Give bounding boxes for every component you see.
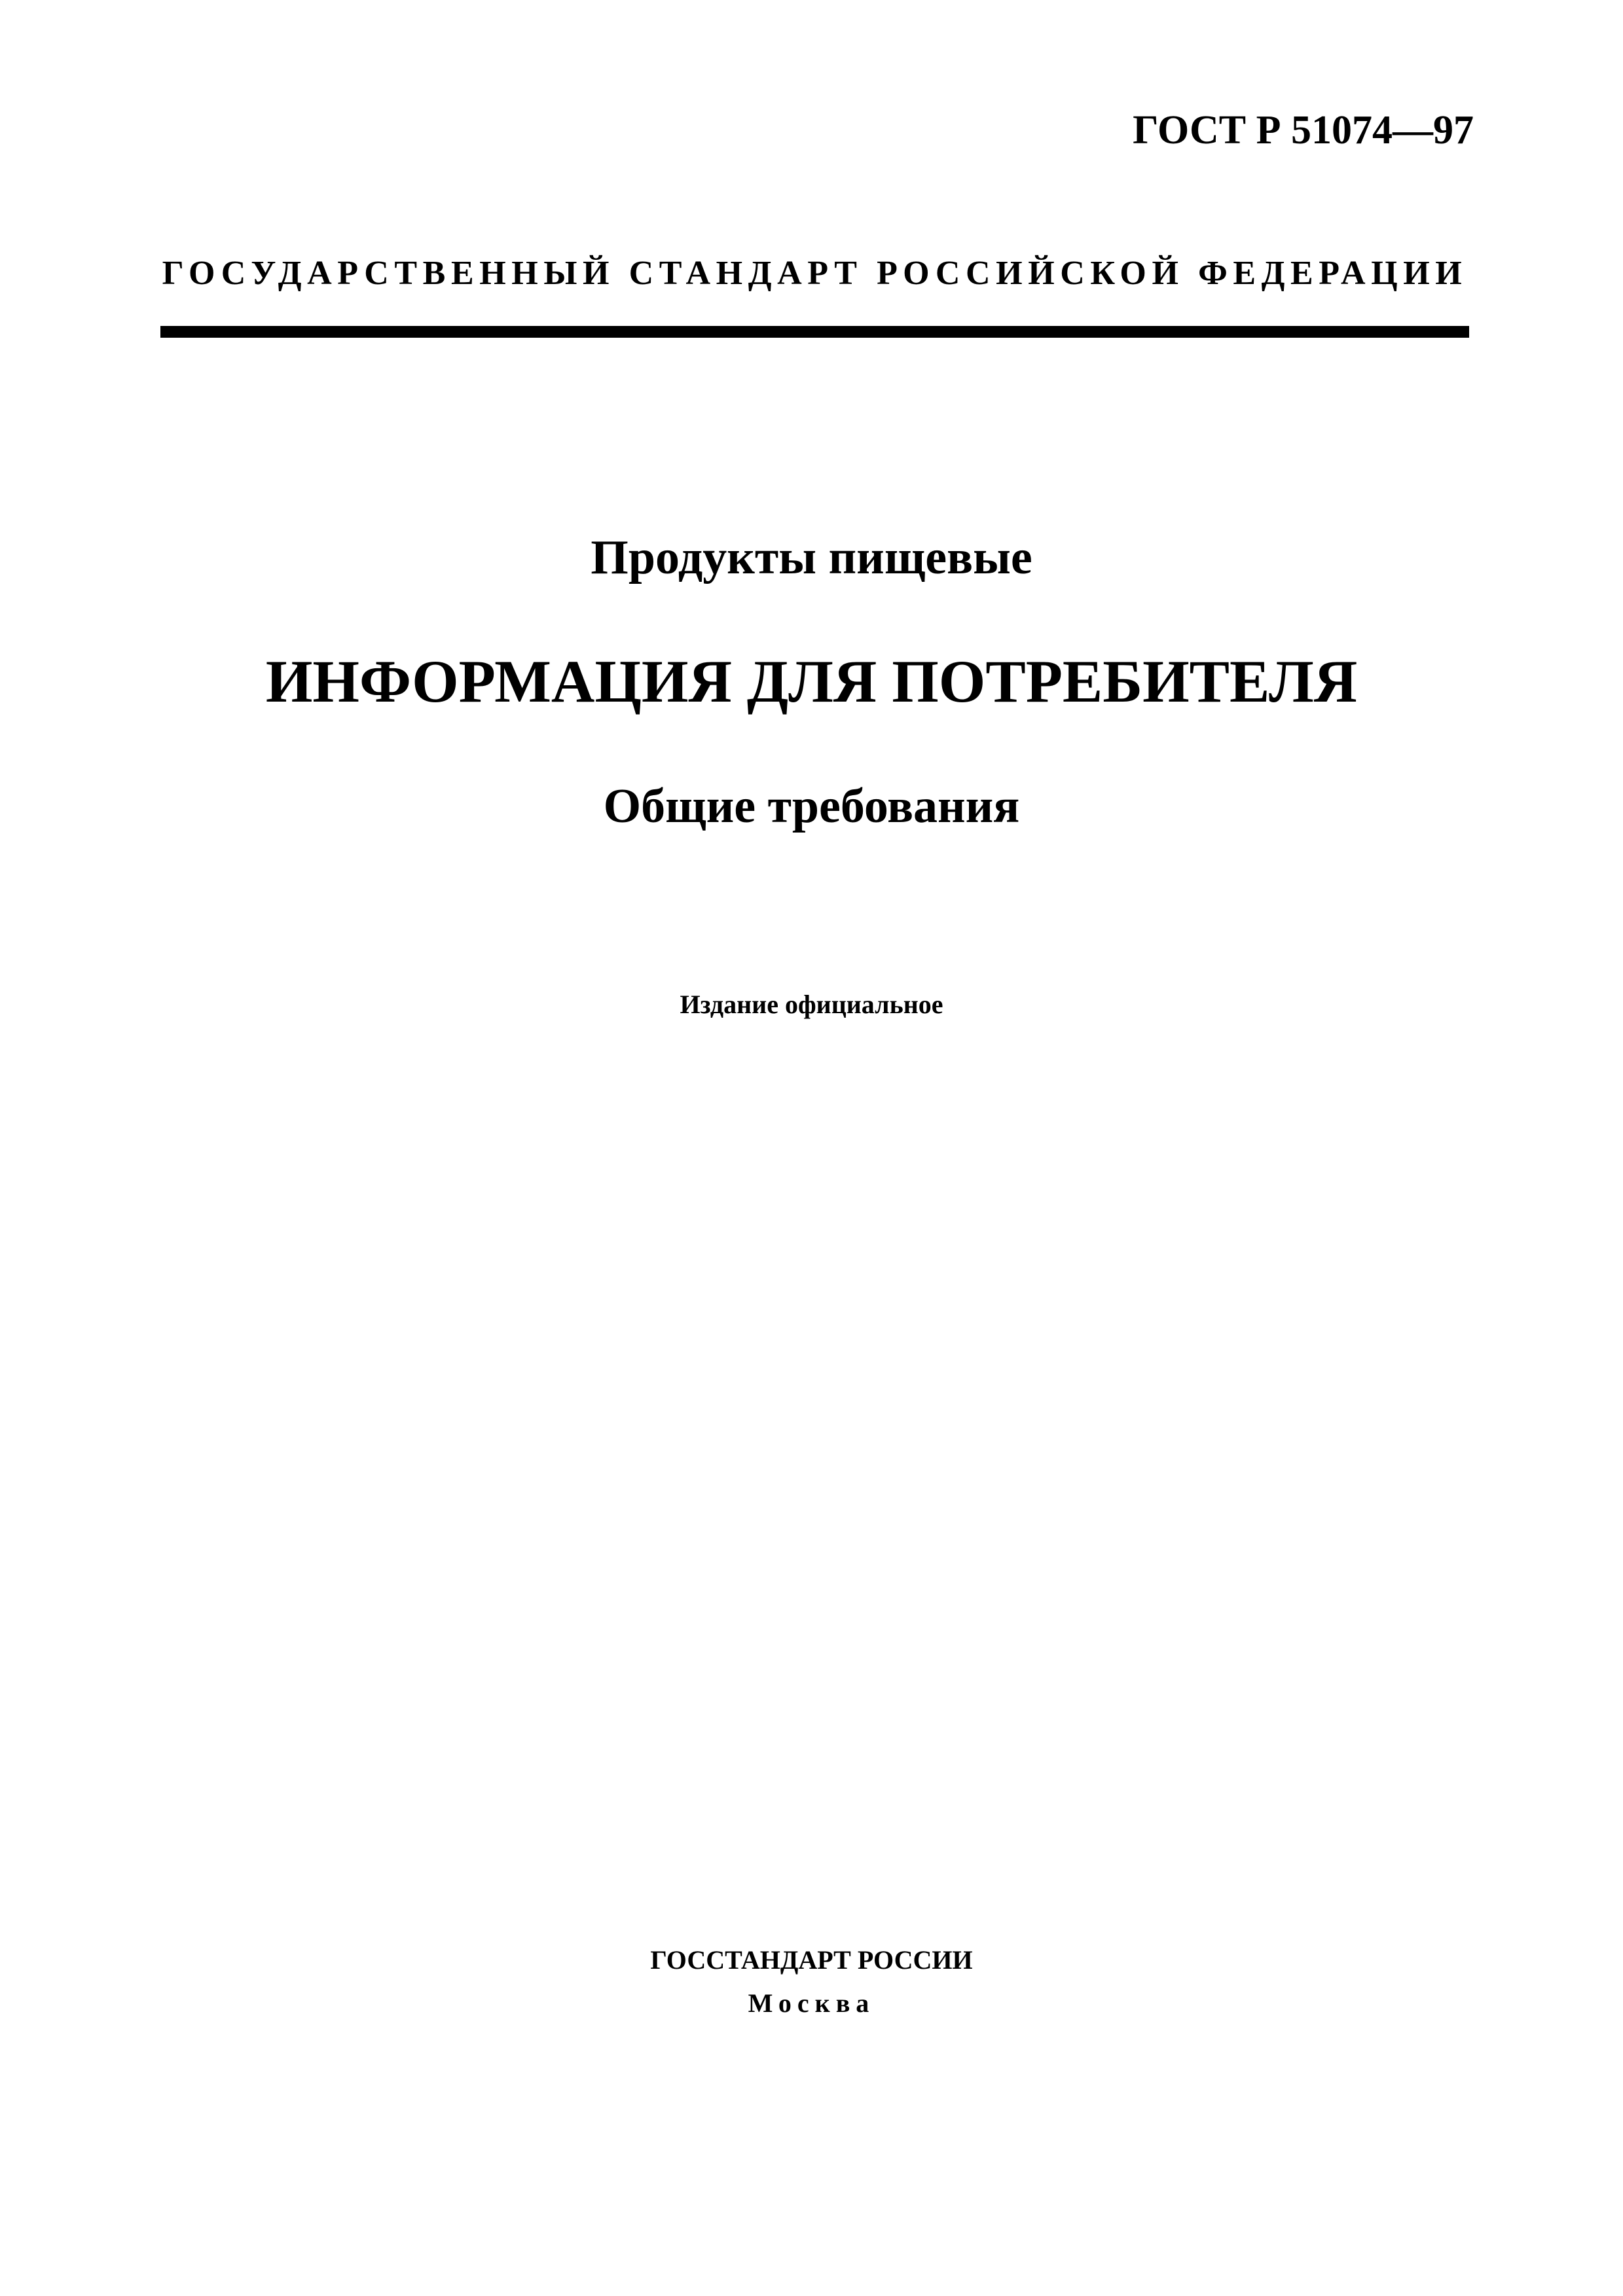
title-line-1: Продукты пищевые <box>591 531 1032 584</box>
doc-number: ГОСТ Р 51074—97 <box>1133 108 1474 152</box>
publisher-city: Москва <box>748 1988 875 2018</box>
publisher-name: ГОССТАНДАРТ РОССИИ <box>650 1945 973 1975</box>
edition-label: Издание официальное <box>680 990 943 1019</box>
title-line-2: ИНФОРМАЦИЯ ДЛЯ ПОТРЕБИТЕЛЯ <box>265 648 1358 715</box>
title-line-3: Общие требования <box>603 780 1020 833</box>
header-rule <box>160 326 1469 338</box>
state-standard-heading: ГОСУДАРСТВЕННЫЙ СТАНДАРТ РОССИЙСКОЙ ФЕДЕРАЦИИ <box>162 255 1468 292</box>
